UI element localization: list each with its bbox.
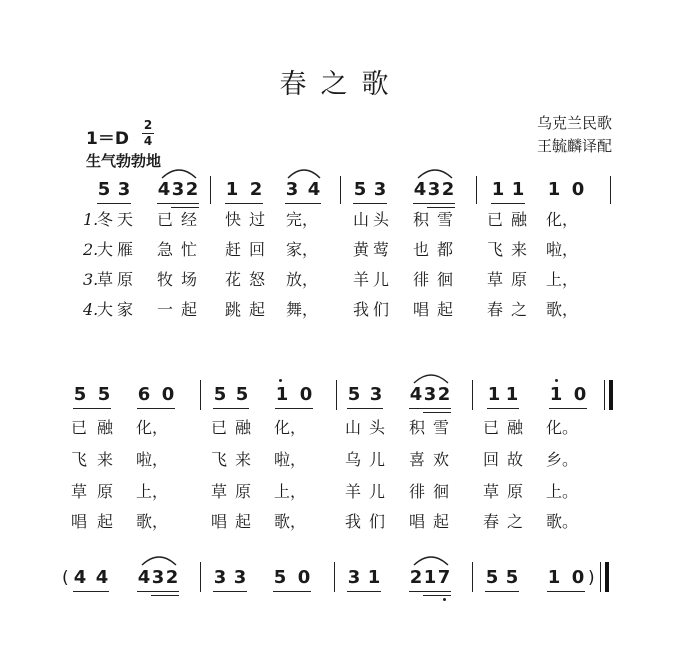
lyric-word: 融 [506,418,523,437]
barline [336,380,337,410]
key-signature: 1＝D [86,129,129,149]
beam [273,591,311,592]
note: 1 [549,384,563,405]
lyric-word: 过 [248,210,265,229]
beam [353,203,387,204]
note: 6 [137,384,151,405]
final-barline-thick [609,380,613,410]
lyric-word: 起 [432,512,449,531]
note: 1 [487,384,501,405]
lyric-word: 歌， [274,512,307,531]
note: 5 [73,384,87,405]
lyric-word: 头 [368,418,385,437]
lyric-word: 飞 [70,450,87,469]
credit-translator: 王毓麟译配 [536,137,612,155]
barline [334,562,335,592]
beam [413,203,455,204]
beam [347,408,383,409]
beam [73,591,109,592]
lyric-word: 徊 [436,270,453,289]
note: 1 [547,179,561,200]
beam [423,412,451,413]
lyric-word: 春 [482,512,499,531]
beam [275,408,313,409]
lyric-word: 羊 [344,482,361,501]
lyric-word: 家， [286,240,319,259]
note: 1 [547,567,561,588]
verse-number: 1. [83,210,99,229]
time-signature [142,119,154,148]
lyric-word: 化， [136,418,169,437]
lyric-word: 乡。 [546,450,579,469]
note: 3 [213,567,227,588]
note: 0 [571,179,585,200]
note: 4 [307,179,321,200]
octave-dot [555,379,558,382]
barline [200,562,201,592]
lyric-word: 经 [180,210,197,229]
lyric-word: 们 [372,300,389,319]
lyric-word: 场 [180,270,197,289]
note: 5 [235,384,249,405]
lyric-word: 积 [408,418,425,437]
note: 4 [413,179,427,200]
note: 2 [185,179,199,200]
note: 4 [95,567,109,588]
lyric-word: 唱 [412,300,429,319]
lyric-word: 草 [210,482,227,501]
lyric-word: 山 [344,418,361,437]
note: 1 [505,384,519,405]
lyric-word: 儿 [372,270,389,289]
verse-number: 2. [83,240,99,259]
note: 2 [165,567,179,588]
lyric-word: 融 [234,418,251,437]
note: 3 [423,384,437,405]
note: 2 [249,179,263,200]
lyric-word: 快 [224,210,241,229]
beam [151,595,179,596]
tie-arc [416,166,454,180]
lyric-word: 儿 [368,450,385,469]
lyric-word: 一 [156,300,173,319]
lyric-word: 啦， [136,450,169,469]
lyric-word: 回 [482,450,499,469]
note: 5 [347,384,361,405]
note: 0 [571,567,585,588]
beam [213,591,247,592]
note: 7 [437,567,451,588]
lyric-word: 头 [372,210,389,229]
lyric-word: 已 [70,418,87,437]
note: 3 [373,179,387,200]
lyric-word: 啦， [546,240,579,259]
note: 4 [73,567,87,588]
close-parenthesis: ) [588,568,595,588]
lyric-word: 来 [510,240,527,259]
lyric-word: 来 [234,450,251,469]
lyric-word: 原 [116,270,133,289]
final-barline-thin [600,562,601,592]
lyric-word: 都 [436,240,453,259]
lyric-word: 徘 [412,270,429,289]
lyric-word: 们 [368,512,385,531]
note: 1 [275,384,289,405]
lyric-word: 草 [486,270,503,289]
lyric-word: 飞 [210,450,227,469]
verse-number: 3. [83,270,99,289]
beam [347,591,381,592]
lyric-word: 啦， [274,450,307,469]
beam [157,203,199,204]
lyric-word: 融 [96,418,113,437]
lyric-word: 跳 [224,300,241,319]
note: 5 [273,567,287,588]
lyric-word: 之 [510,300,527,319]
lyric-word: 歌。 [546,512,579,531]
beam [137,408,175,409]
note: 3 [233,567,247,588]
note: 5 [505,567,519,588]
lyric-word: 唱 [70,512,87,531]
beam [73,408,111,409]
lyric-word: 起 [180,300,197,319]
lyric-word: 唱 [408,512,425,531]
tempo-marking: 生气勃勃地 [86,152,162,170]
note: 1 [367,567,381,588]
note: 1 [423,567,437,588]
lyric-word: 上， [274,482,307,501]
note: 3 [347,567,361,588]
note: 2 [437,384,451,405]
lyric-word: 歌， [136,512,169,531]
note: 0 [297,567,311,588]
note: 4 [409,384,423,405]
note: 3 [151,567,165,588]
beam [547,591,585,592]
note: 2 [409,567,423,588]
beam [549,408,587,409]
final-barline-thin [604,380,605,410]
lyric-word: 雪 [432,418,449,437]
lyric-word: 急 [156,240,173,259]
lyric-word: 草 [70,482,87,501]
lyric-word: 起 [234,512,251,531]
barline [200,380,201,410]
time-signature-bottom: 4 [143,134,153,148]
lyric-word: 起 [248,300,265,319]
tie-arc [412,553,450,567]
lyric-word: 莺 [372,240,389,259]
lyric-word: 完， [286,210,319,229]
verse-number: 4. [83,300,99,319]
lyric-word: 已 [156,210,173,229]
lyric-word: 忙 [180,240,197,259]
note: 4 [157,179,171,200]
note: 1 [491,179,505,200]
beam [409,408,451,409]
barline [210,176,211,204]
lyric-word: 原 [510,270,527,289]
lyric-word: 大 [96,300,113,319]
lyric-word: 儿 [368,482,385,501]
lyric-word: 乌 [344,450,361,469]
lyric-word: 原 [506,482,523,501]
note: 3 [369,384,383,405]
lyric-word: 原 [234,482,251,501]
lyric-word: 唱 [210,512,227,531]
lyric-word: 歌， [546,300,579,319]
lyric-word: 上， [546,270,579,289]
note: 2 [441,179,455,200]
lyric-word: 草 [482,482,499,501]
lyric-word: 已 [210,418,227,437]
note: 5 [353,179,367,200]
lyric-word: 融 [510,210,527,229]
lyric-word: 花 [224,270,241,289]
lyric-word: 家 [116,300,133,319]
lyric-word: 天 [116,210,133,229]
lyric-word: 故 [506,450,523,469]
tie-arc [160,166,198,180]
final-barline-thick [605,562,609,592]
lyric-word: 冬 [96,210,113,229]
note: 5 [213,384,227,405]
beam [285,203,321,204]
lyric-word: 赶 [224,240,241,259]
lyric-word: 春 [486,300,503,319]
lyric-word: 放， [286,270,319,289]
tie-arc [286,166,322,180]
note: 3 [117,179,131,200]
lyric-word: 牧 [156,270,173,289]
time-signature-top: 2 [143,118,153,132]
lyric-word: 黄 [352,240,369,259]
beam [423,595,451,596]
note: 0 [299,384,313,405]
note: 3 [285,179,299,200]
beam [409,591,451,592]
beam [427,207,455,208]
note: 1 [511,179,525,200]
tie-arc [412,371,450,385]
barline [472,562,473,592]
lyric-word: 上。 [546,482,579,501]
beam [491,203,525,204]
lyric-word: 怒 [248,270,265,289]
lyric-word: 积 [412,210,429,229]
lyric-word: 起 [436,300,453,319]
lyric-word: 大 [96,240,113,259]
lyric-word: 欢 [432,450,449,469]
lyric-word: 徘 [408,482,425,501]
note: 5 [485,567,499,588]
open-parenthesis: ( [62,568,69,588]
note: 5 [97,179,111,200]
lyric-word: 舞， [286,300,319,319]
lyric-word: 上， [136,482,169,501]
note: 3 [427,179,441,200]
lyric-word: 已 [482,418,499,437]
lyric-word: 之 [506,512,523,531]
barline [610,176,611,204]
lyric-word: 山 [352,210,369,229]
octave-dot [279,379,282,382]
note: 0 [573,384,587,405]
song-title: 春之歌 [279,69,403,100]
lyric-word: 回 [248,240,265,259]
lyric-word: 徊 [432,482,449,501]
credit-origin: 乌克兰民歌 [536,114,612,132]
lyric-word: 化， [546,210,579,229]
lyric-word: 起 [96,512,113,531]
note: 0 [161,384,175,405]
beam [171,207,199,208]
lyric-word: 雁 [116,240,133,259]
beam [137,591,179,592]
lyric-word: 雪 [436,210,453,229]
beam [97,203,131,204]
tie-arc [140,553,178,567]
lyric-word: 已 [486,210,503,229]
octave-dot [443,598,446,601]
note: 1 [225,179,239,200]
beam [485,591,519,592]
beam [225,203,263,204]
beam [487,408,519,409]
lyric-word: 喜 [408,450,425,469]
lyric-word: 我 [344,512,361,531]
lyric-word: 羊 [352,270,369,289]
lyric-word: 我 [352,300,369,319]
barline [472,380,473,410]
lyric-word: 来 [96,450,113,469]
barline [340,176,341,204]
lyric-word: 也 [412,240,429,259]
note: 3 [171,179,185,200]
note: 5 [97,384,111,405]
lyric-word: 飞 [486,240,503,259]
lyric-word: 草 [96,270,113,289]
lyric-word: 化。 [546,418,579,437]
barline [476,176,477,204]
beam [213,408,249,409]
lyric-word: 原 [96,482,113,501]
lyric-word: 化， [274,418,307,437]
note: 4 [137,567,151,588]
